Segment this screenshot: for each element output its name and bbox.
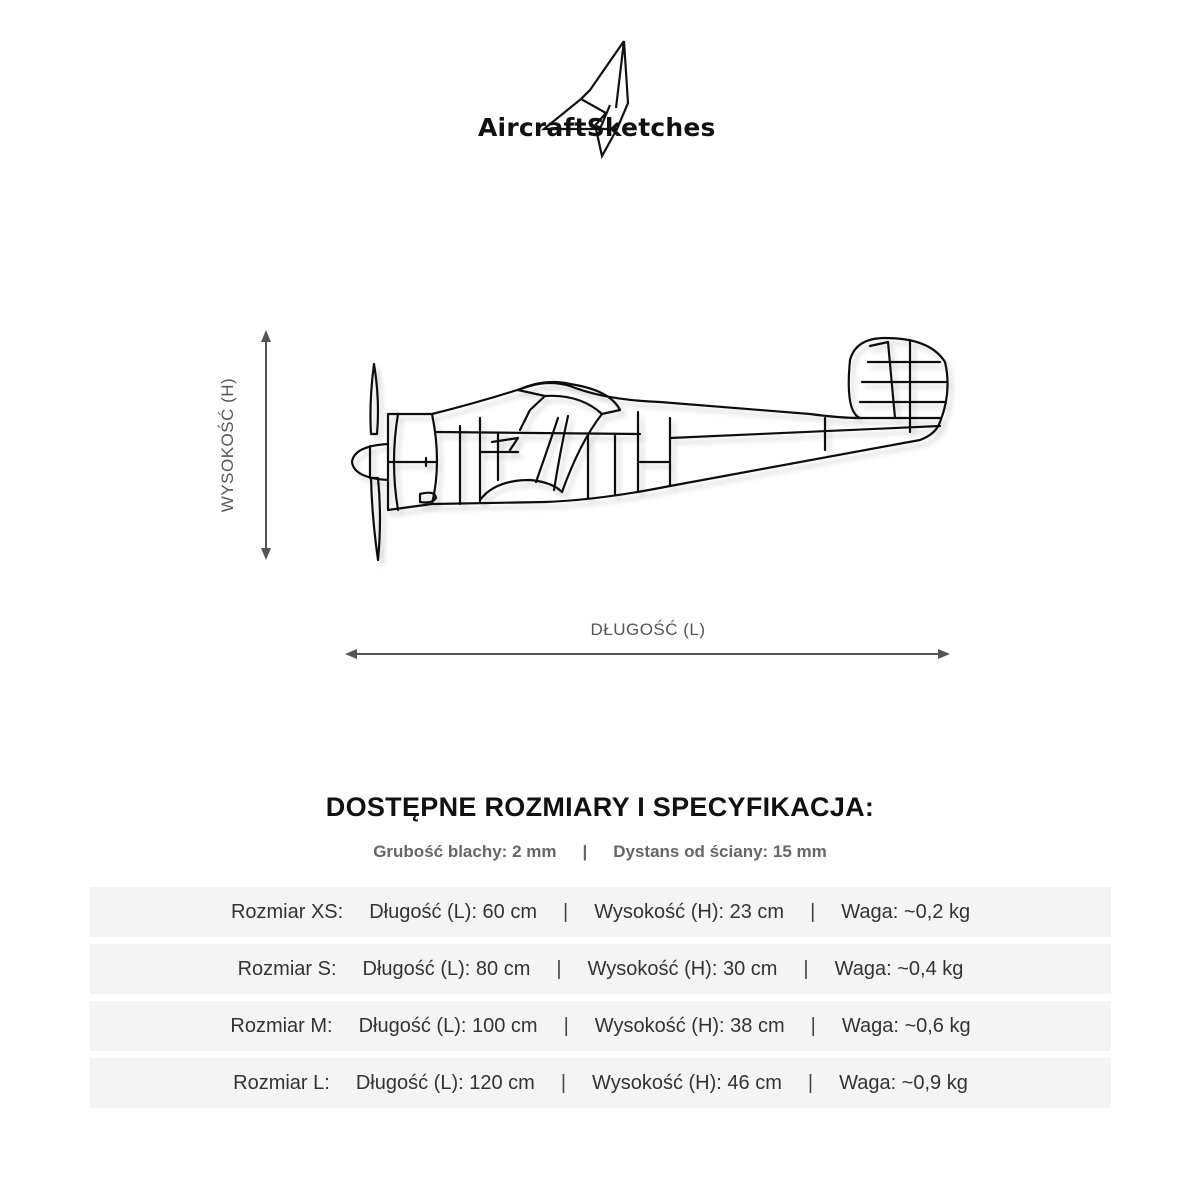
separator: | — [810, 900, 816, 923]
separator: | — [807, 1071, 814, 1094]
brand-name: AircraftSketches — [478, 113, 716, 142]
length-dimension-arrow — [345, 644, 950, 664]
separator: | — [556, 957, 562, 980]
size-weight: Waga: ~0,6 kg — [841, 1014, 971, 1037]
brand-logo — [470, 35, 730, 160]
size-row-l — [90, 1058, 1111, 1108]
size-name: Rozmiar M: — [230, 1014, 333, 1037]
wall-distance: Dystans od ściany: 15 mm — [613, 842, 827, 861]
size-height: Wysokość (H): 46 cm — [592, 1071, 782, 1094]
height-dimension-label: WYSOKOŚĆ (H) — [218, 377, 237, 513]
size-weight: Waga: ~0,9 kg — [839, 1071, 968, 1094]
size-name: Rozmiar L: — [233, 1071, 330, 1094]
height-dimension-arrow — [255, 330, 277, 560]
size-height: Wysokość (H): 38 cm — [594, 1014, 785, 1037]
size-table — [90, 887, 1111, 1115]
size-height: Wysokość (H): 23 cm — [594, 900, 785, 923]
size-length: Długość (L): 80 cm — [362, 957, 531, 980]
length-dimension-label: DŁUGOŚĆ (L) — [590, 620, 706, 639]
separator: | — [810, 1014, 816, 1037]
size-name: Rozmiar S: — [237, 957, 337, 980]
specs-title: DOSTĘPNE ROZMIARY I SPECYFIKACJA: — [325, 792, 875, 822]
separator: | — [563, 900, 569, 923]
separator: | — [582, 842, 588, 861]
size-height: Wysokość (H): 30 cm — [587, 957, 778, 980]
size-length: Długość (L): 120 cm — [355, 1071, 535, 1094]
separator: | — [563, 1014, 569, 1037]
size-row-xs — [90, 887, 1111, 937]
size-length: Długość (L): 60 cm — [369, 900, 538, 923]
size-weight: Waga: ~0,4 kg — [834, 957, 964, 980]
sheet-thickness: Grubość blachy: 2 mm — [373, 842, 557, 861]
size-name: Rozmiar XS: — [230, 900, 344, 923]
separator: | — [803, 957, 809, 980]
size-weight: Waga: ~0,2 kg — [841, 900, 971, 923]
specs-subtitle — [0, 842, 1200, 862]
size-row-s — [90, 944, 1111, 994]
monoplane-silhouette-icon — [340, 322, 960, 572]
size-row-m — [90, 1001, 1111, 1051]
size-length: Długość (L): 100 cm — [358, 1014, 538, 1037]
separator: | — [560, 1071, 567, 1094]
